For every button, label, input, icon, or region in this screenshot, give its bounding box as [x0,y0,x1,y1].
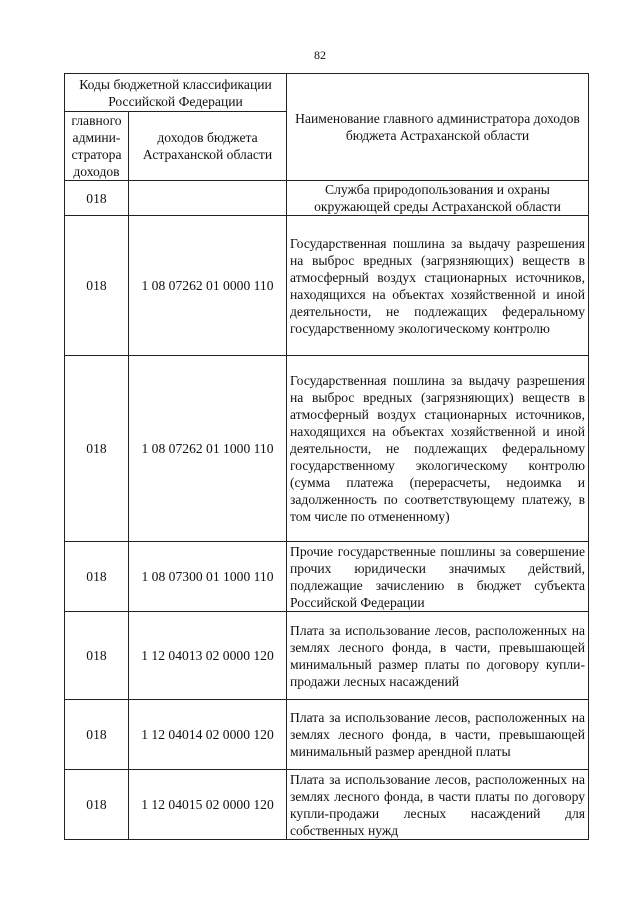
admin-code: 018 [65,612,129,700]
income-code: 1 12 04013 02 0000 120 [129,612,287,700]
admin-code: 018 [65,216,129,356]
income-name: Государственная пошлина за выдачу разрешения на выброс вредных (загрязняющих) веществ в атмосферный воздух стационарных источников, находящихся на объектах хозяйственной и иной деятельности, не подлежащих федеральному государственному экологическому контролю (сумма платежа (перерасчеты, недоимка и задолженность по соответствующему платежу, в том числе по отмененному) [287,356,589,542]
income-code: 1 08 07262 01 1000 110 [129,356,287,542]
income-code: 1 08 07300 01 1000 110 [129,542,287,612]
income-name: Прочие государственные пошлины за совершение прочих юридически значимых действий, подлежащие зачислению в бюджет субъекта Российской Федерации [287,542,589,612]
admin-code: 018 [65,542,129,612]
table-row [65,770,589,840]
admin-code: 018 [65,770,129,840]
header-col-admin: главного админи-стратора доходов [65,112,129,181]
page-number: 82 [314,48,326,62]
table-row [65,612,589,700]
agency-row [65,181,589,216]
header-col-name: Наименование главного администратора доходов бюджета Астраханской области [287,74,589,181]
budget-classification-table [64,73,589,840]
table-row [65,356,589,542]
header-col-code: доходов бюджета Астраханской области [129,112,287,181]
table-row [65,542,589,612]
income-name: Плата за использование лесов, расположенных на землях лесного фонда, в части, превышающей минимальный размер платы по договору купли-продажи лесных насаждений [287,612,589,700]
agency-income-code [129,181,287,216]
agency-admin-code: 018 [65,181,129,216]
table-row [65,700,589,770]
income-name: Государственная пошлина за выдачу разрешения на выброс вредных (загрязняющих) веществ в атмосферный воздух стационарных источников, находящихся на объектах хозяйственной и иной деятельности, не подлежащих федеральному государственному экологическому контролю [287,216,589,356]
header-group-title: Коды бюджетной классификации Российской Федерации [65,74,287,112]
income-name: Плата за использование лесов, расположенных на землях лесного фонда, в части платы по договору купли-продажи лесных насаждений для собственных нужд [287,770,589,840]
income-code: 1 08 07262 01 0000 110 [129,216,287,356]
income-code: 1 12 04014 02 0000 120 [129,700,287,770]
admin-code: 018 [65,700,129,770]
agency-name: Служба природопользования и охраны окружающей среды Астраханской области [287,181,589,216]
header-row-top [65,74,589,112]
admin-code: 018 [65,356,129,542]
income-code: 1 12 04015 02 0000 120 [129,770,287,840]
income-name: Плата за использование лесов, расположенных на землях лесного фонда, в части, превышающей минимальный размер арендной платы [287,700,589,770]
table-row [65,216,589,356]
